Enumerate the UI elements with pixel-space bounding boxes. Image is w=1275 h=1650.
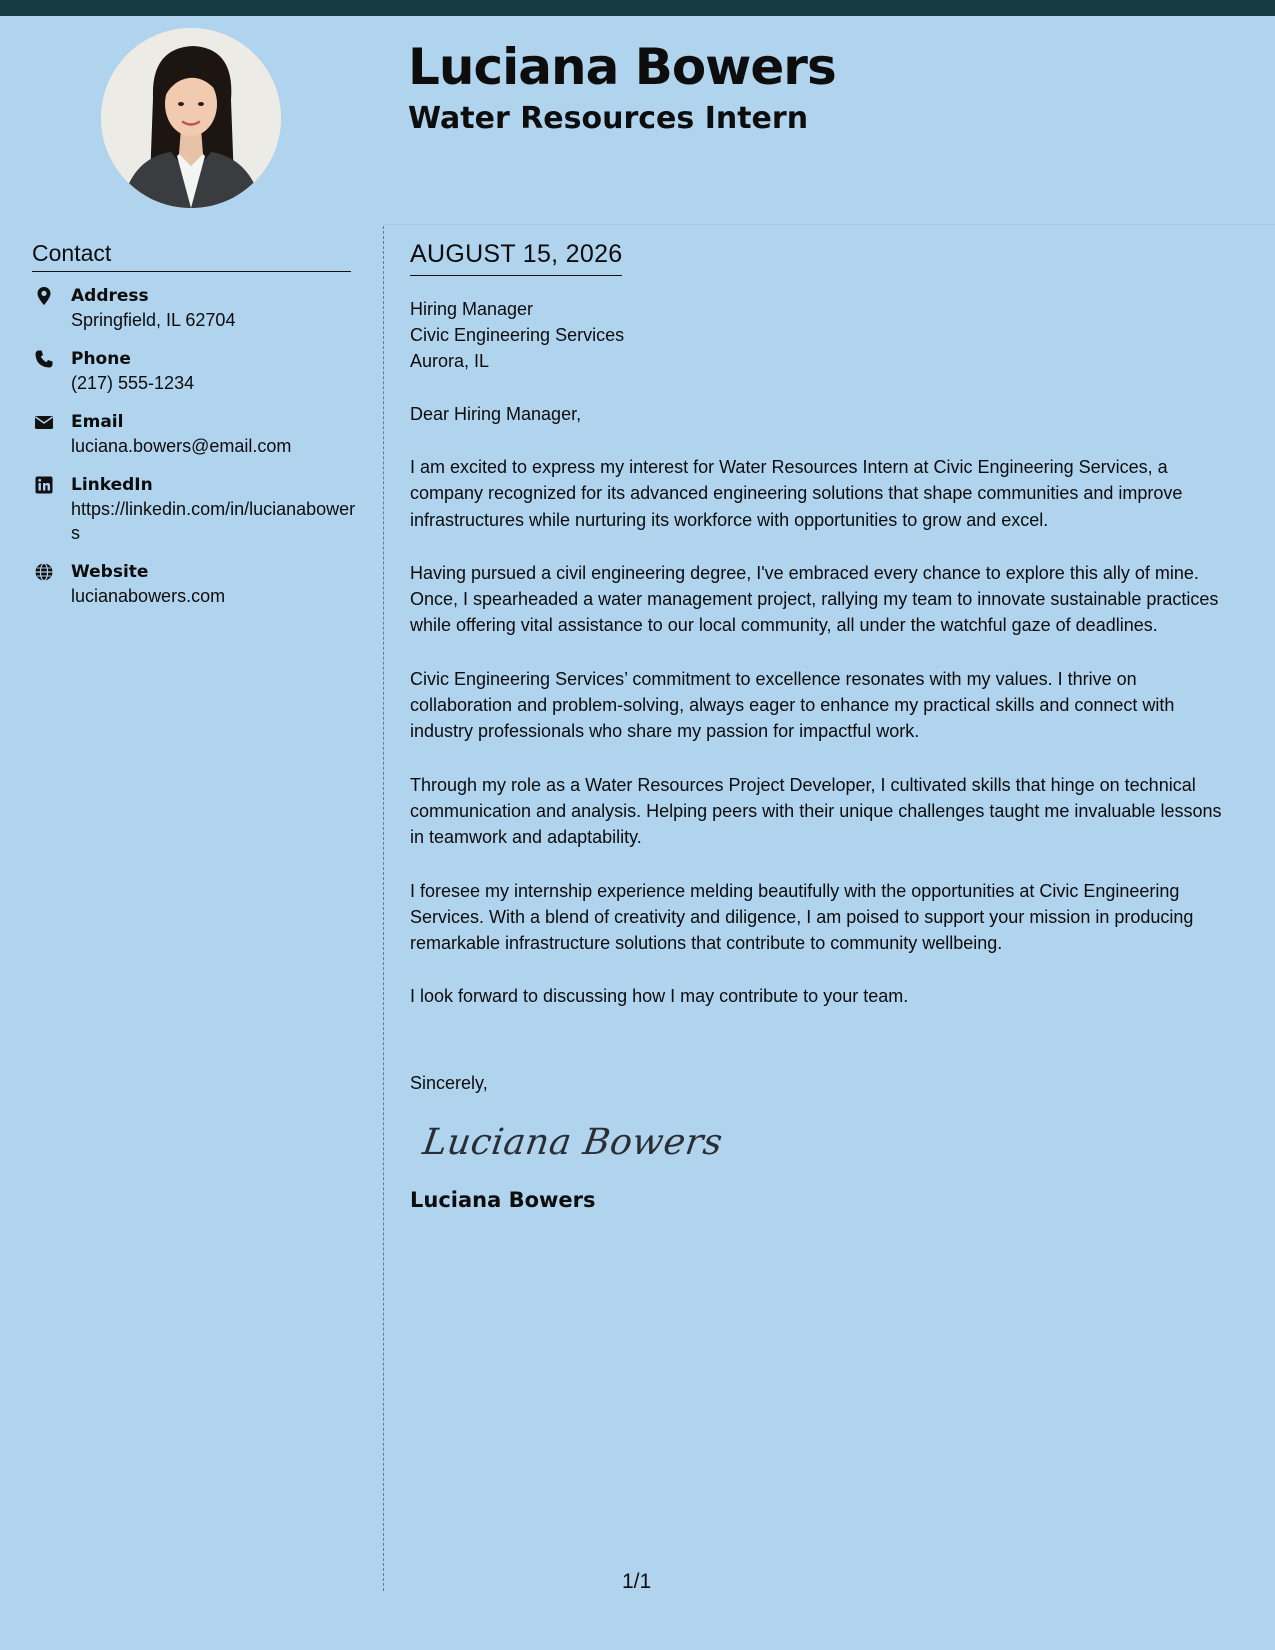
signer-name: Luciana Bowers xyxy=(410,1187,596,1212)
closing: Sincerely, xyxy=(410,1072,488,1093)
handwritten-signature: Luciana Bowers xyxy=(420,1121,726,1163)
envelope-icon xyxy=(34,412,54,432)
header-divider xyxy=(384,224,1275,225)
letter-paragraph: Through my role as a Water Resources Project Developer, I cultivated skills that hinge on technical communication and analysis. Helping peers with their unique challenges taught me invaluable lessons in teamwork and adaptability. xyxy=(410,774,1222,848)
contact-label: Phone xyxy=(71,349,131,369)
applicant-name: Luciana Bowers xyxy=(408,38,836,96)
letter-paragraph: I foresee my internship experience melding beautifully with the opportunities at Civic Engineering Services. With a blend of creativity and diligence, I am poised to support your mission in producing remarkable infrastructure solutions that contribute to community wellbeing. xyxy=(410,880,1194,954)
contact-value[interactable]: https://linkedin.com/in/lucianabowers xyxy=(71,499,356,543)
contact-value: Springfield, IL 62704 xyxy=(71,310,236,330)
contact-item-address xyxy=(32,284,362,332)
globe-icon xyxy=(34,562,54,582)
linkedin-icon xyxy=(34,475,54,495)
map-pin-icon xyxy=(34,286,54,306)
letter-paragraph: I am excited to express my interest for Water Resources Intern at Civic Engineering Services, a company recognized for its advanced engineering solutions that shape communities and improve infrastructures while nurturing its workforce with opportunities to grow and excel. xyxy=(410,457,1183,530)
contact-label: LinkedIn xyxy=(71,475,153,495)
contact-label: Website xyxy=(71,562,149,582)
letter-paragraph: I look forward to discussing how I may contribute to your team. xyxy=(410,986,909,1007)
recipient-block xyxy=(410,296,1235,374)
letter-paragraph: Having pursued a civil engineering degree, I've embraced every chance to explore this ally of mine. Once, I spearheaded a water management project, rallying my team to innovate sustainable practices while offering vital assistance to our local community, all under the watchful gaze of deadlines. xyxy=(410,562,1219,636)
letter-date: AUGUST 15, 2026 xyxy=(410,240,622,276)
column-divider xyxy=(383,226,384,1591)
contact-value[interactable]: luciana.bowers@email.com xyxy=(71,436,292,456)
page-number: 1/1 xyxy=(622,1570,652,1593)
contact-item-email xyxy=(32,410,362,458)
contact-value: (217) 555-1234 xyxy=(71,373,195,393)
contact-item-phone xyxy=(32,347,362,395)
contact-item-linkedin xyxy=(32,473,362,545)
recipient-line: Hiring Manager xyxy=(410,299,534,319)
contact-value[interactable]: lucianabowers.com xyxy=(71,586,226,606)
contact-item-website xyxy=(32,560,362,608)
recipient-line: Aurora, IL xyxy=(410,351,490,371)
salutation: Dear Hiring Manager, xyxy=(410,404,582,424)
recipient-line: Civic Engineering Services xyxy=(410,325,625,345)
applicant-role: Water Resources Intern xyxy=(408,101,809,136)
contact-heading: Contact xyxy=(32,240,351,272)
profile-photo xyxy=(101,28,281,208)
phone-icon xyxy=(34,349,54,369)
contact-list xyxy=(32,284,362,623)
contact-label: Address xyxy=(71,286,149,306)
letter-paragraph: Civic Engineering Services’ commitment to excellence resonates with my values. I thrive on collaboration and problem-solving, always eager to enhance my practical skills and connect with industry professionals who share my passion for impactful work. xyxy=(410,668,1175,742)
top-accent-bar xyxy=(0,0,1275,16)
contact-label: Email xyxy=(71,412,124,432)
letter-body xyxy=(410,240,1235,1212)
